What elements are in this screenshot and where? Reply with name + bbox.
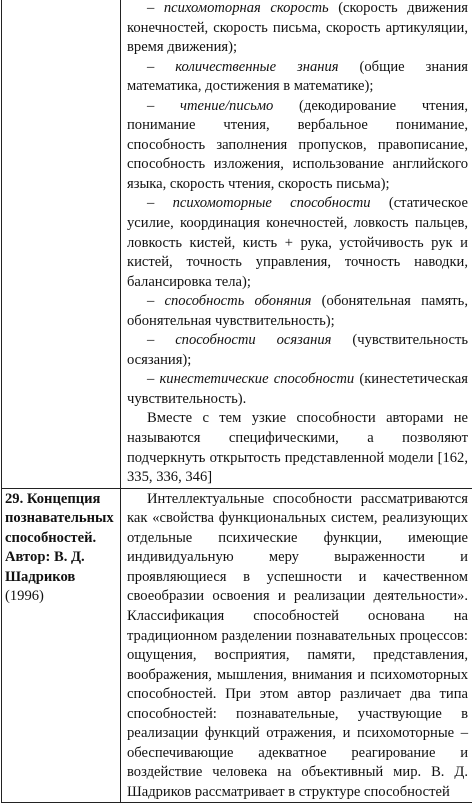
row2-right-cell <box>121 488 472 803</box>
row1-left-cell <box>2 0 121 488</box>
closing-paragraph: Вместе с тем узкие способности авторами не называются специфическими, а позволяют подчеркнуть открытость представленной модели [162, 335, 336, 346] <box>127 409 468 487</box>
row2-left-cell <box>2 488 121 803</box>
concept-year: (1996) <box>5 588 44 604</box>
list-item: – способность обоняния (обонятельная память, обонятельная чувствительность); <box>127 292 468 331</box>
list-item: – количественные знания (общие знания математика, достижения в математике); <box>127 58 468 97</box>
table-row <box>2 488 472 803</box>
list-item: – способности осязания (чувствительность осязания); <box>127 331 468 370</box>
list-item: – психомоторная скорость (скорость движения конечностей, скорость письма, скорость артикуляции, время движения); <box>127 0 468 58</box>
list-item: – кинестетические способности (кинестетическая чувствительность). <box>127 370 468 409</box>
list-item: – чтение/письмо (декодирование чтения, понимание чтения, вербальное понимание, способность заполнения пропусков, правописание, способность изложения, использование английского языка, скорость чтения, скорость письма); <box>127 97 468 195</box>
concept-description: Интеллектуальные способности рассматриваются как «свойства функциональных систем, реализующих отдельные психические функции, имеющие индивидуальную меру выраженности и проявляющиеся в успешности и качественном своеобразии освоения и реализации деятельности». Классификация способностей основана на традиционном разделении познавательных процессов: ощущения, восприятия, памяти, представления, воображения, мышления, внимания и психомоторных способностей. При этом автор различает два типа способностей: познавательные, участвующие в реализации функций отражения, и психомоторные – обеспечивающие адекватное реагирование и воздействие человека на объективный мир. В. Д. Шадриков рассматривает в структуре способностей <box>127 490 468 803</box>
concept-title: 29. Концепция познавательных способностей. Автор: В. Д. Шадриков <box>5 491 114 585</box>
table-row <box>2 0 472 488</box>
list-item: – психомоторные способности (статическое усилие, координация конечностей, ловкость пальцев, ловкость кистей, кисть + рука, устойчивость рук и кистей, точность управления, точность наводки, балансировка тела); <box>127 194 468 292</box>
row1-right-cell <box>121 0 472 488</box>
abilities-table <box>1 0 472 803</box>
